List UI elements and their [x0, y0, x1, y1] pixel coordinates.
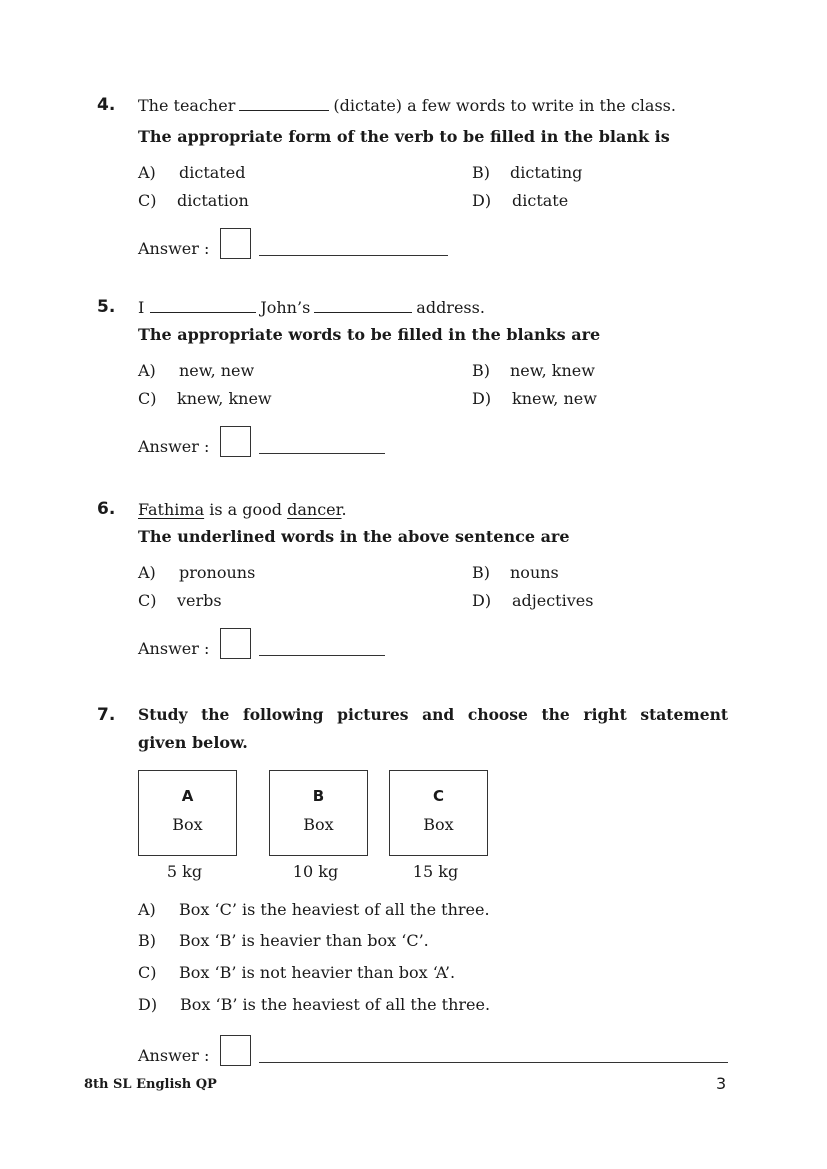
underlined-word: Fathima	[138, 500, 205, 519]
box-letter: A	[181, 787, 194, 805]
answer-line[interactable]	[259, 1062, 728, 1063]
option-d[interactable]: D) dictate	[472, 191, 569, 210]
box-a-picture	[138, 770, 237, 856]
question-instruction: The appropriate form of the verb to be filled in the blank is	[138, 127, 670, 146]
answer-line[interactable]	[259, 655, 385, 656]
answer-box[interactable]	[220, 1035, 251, 1066]
option-b[interactable]: B) nouns	[472, 563, 559, 582]
box-b-weight: 10 kg	[292, 862, 339, 881]
option-a[interactable]: A) Box ‘C’ is the heaviest of all the three.	[138, 900, 490, 919]
option-d[interactable]: D) adjectives	[472, 591, 594, 610]
answer-label: Answer :	[138, 639, 210, 658]
answer-box[interactable]	[220, 426, 251, 457]
option-d[interactable]: D) knew, new	[472, 389, 597, 408]
question-sentence: The teacher (dictate) a few words to write in the class.	[138, 96, 676, 115]
question-number: 6.	[97, 499, 116, 519]
answer-box[interactable]	[220, 628, 251, 659]
answer-label: Answer :	[138, 1046, 210, 1065]
question-number: 4.	[97, 95, 116, 115]
option-c[interactable]: C) Box ‘B’ is not heavier than box ‘A’.	[138, 963, 456, 982]
fill-blank	[150, 311, 256, 313]
box-name: Box	[423, 815, 454, 834]
option-b[interactable]: B) dictating	[472, 163, 583, 182]
question-sentence: Fathima is a good dancer.	[138, 500, 347, 519]
option-d[interactable]: D) Box ‘B’ is the heaviest of all the three.	[138, 995, 491, 1014]
option-c[interactable]: C) dictation	[138, 191, 249, 210]
option-c[interactable]: C) knew, knew	[138, 389, 272, 408]
fill-blank	[314, 311, 412, 313]
answer-line[interactable]	[259, 255, 448, 256]
answer-label: Answer :	[138, 437, 210, 456]
box-c-weight: 15 kg	[412, 862, 459, 881]
box-name: Box	[172, 815, 203, 834]
question-instruction-line2: given below.	[138, 733, 248, 752]
footer-paper-code: 8th SL English QP	[84, 1077, 217, 1092]
answer-box[interactable]	[220, 228, 251, 259]
box-a-weight: 5 kg	[166, 862, 203, 881]
underlined-word: dancer	[287, 500, 342, 519]
option-a[interactable]: A) pronouns	[138, 563, 256, 582]
box-name: Box	[303, 815, 334, 834]
page-number: 3	[716, 1074, 727, 1093]
option-b[interactable]: B) new, knew	[472, 361, 595, 380]
question-instruction: The appropriate words to be filled in the blanks are	[138, 325, 601, 344]
option-b[interactable]: B) Box ‘B’ is heavier than box ‘C’.	[138, 931, 429, 950]
answer-line[interactable]	[259, 453, 385, 454]
option-a[interactable]: A) dictated	[138, 163, 246, 182]
question-number: 5.	[97, 297, 116, 317]
question-instruction-line1: Study the following pictures and choose the right statement	[138, 705, 728, 724]
option-a[interactable]: A) new, new	[138, 361, 255, 380]
question-number: 7.	[97, 705, 116, 725]
box-b-picture	[269, 770, 368, 856]
option-c[interactable]: C) verbs	[138, 591, 222, 610]
question-instruction: The underlined words in the above sentence are	[138, 527, 570, 546]
question-sentence: I John’s address.	[138, 298, 485, 317]
box-letter: B	[312, 787, 325, 805]
box-letter: C	[432, 787, 444, 805]
box-c-picture	[389, 770, 488, 856]
fill-blank	[239, 109, 329, 111]
answer-label: Answer :	[138, 239, 210, 258]
